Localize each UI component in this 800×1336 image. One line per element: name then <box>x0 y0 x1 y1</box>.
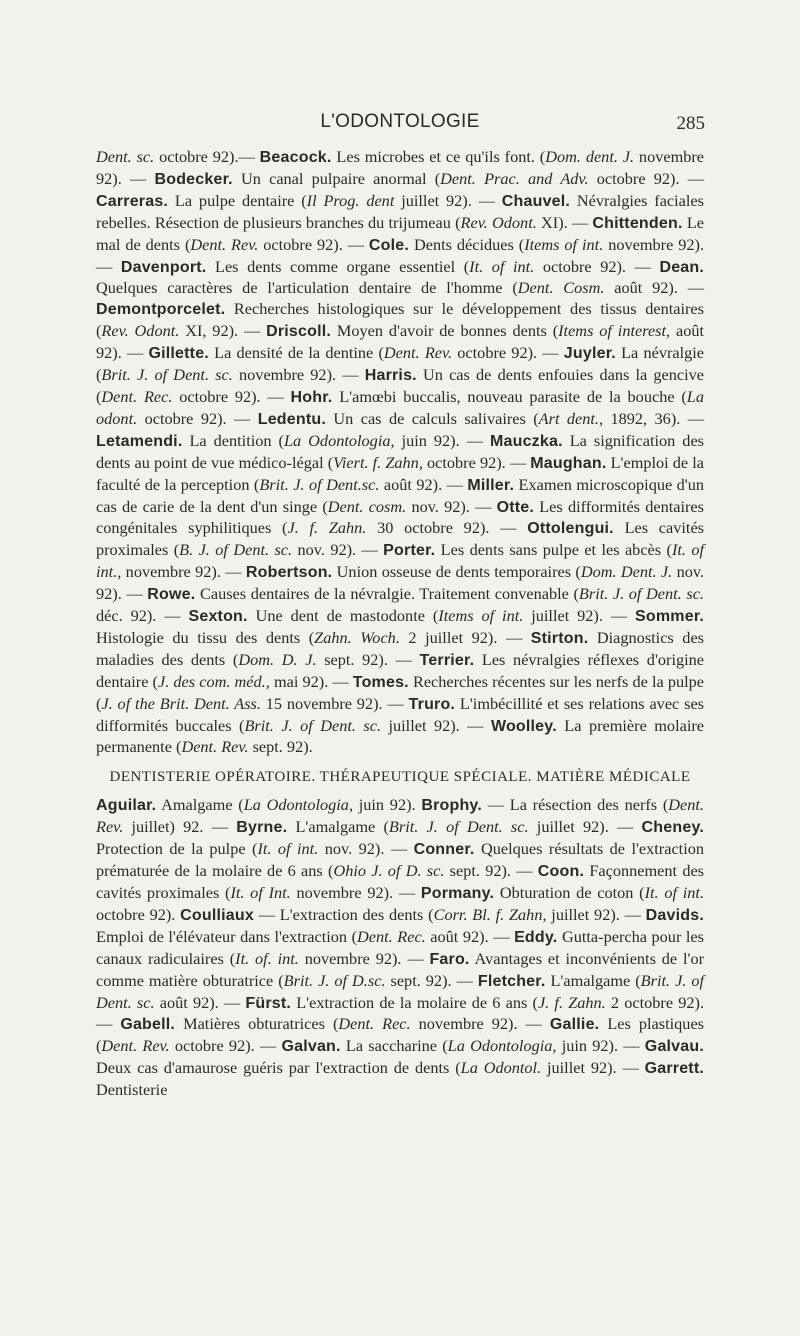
author-name: Faro. <box>429 950 470 968</box>
citation-date: juin 92). <box>394 430 460 450</box>
journal-source: Items of int. <box>438 606 524 626</box>
author-name: Byrne. <box>236 819 288 837</box>
journal-source: Dom. dent. J. <box>545 147 635 166</box>
author-name: Tomes. <box>352 673 409 691</box>
work-title: La saccharine ( <box>340 1036 448 1056</box>
entry-separator: — <box>254 1036 282 1056</box>
journal-source: Dent. Rev. <box>101 1036 170 1056</box>
journal-source: Dent. Rec. <box>338 1014 411 1034</box>
author-name: Conner. <box>413 841 475 859</box>
citation-date: octobre 92). <box>137 408 227 428</box>
journal-source: Ohio J. of D. sc. <box>333 861 445 881</box>
work-title: Avantages et inconvénients de l'or comme matière obturatrice ( <box>96 948 705 990</box>
author-name: Cheney. <box>641 819 705 837</box>
journal-source: Dent. Rev. <box>181 737 249 757</box>
author-name: Demontporcelet. <box>96 301 226 319</box>
bibliography-entry <box>156 606 603 625</box>
entry-separator: — <box>459 430 490 450</box>
citation-date: nov. 92). <box>406 496 470 516</box>
citation-date: novembre 92). <box>290 883 394 902</box>
work-title: La première molaire permanente ( <box>96 715 704 757</box>
author-name: Otte. <box>496 498 535 516</box>
work-title: Les dents sans pulpe et les abcès ( <box>435 540 672 560</box>
work-title: Un cas de calculs salivaires ( <box>326 408 539 428</box>
entry-separator: — <box>226 408 258 428</box>
journal-source: Brit. J. of Dent. sc. <box>388 817 529 837</box>
author-name: Robertson. <box>245 564 333 582</box>
journal-source: Rev. Odont. <box>101 321 180 341</box>
author-name: Fürst. <box>245 994 292 1012</box>
journal-source: It. of int. <box>644 883 705 902</box>
entry-separator: — <box>382 693 409 713</box>
work-title: Recherches récentes sur les nerfs de la pulpe ( <box>96 671 705 713</box>
work-title: La névralgie ( <box>96 343 705 385</box>
entry-separator: — <box>260 386 291 406</box>
citation-date: XI). <box>536 212 568 232</box>
journal-source: Viert. f. Zahn, <box>333 452 423 472</box>
citation-date: août 92). <box>154 992 219 1012</box>
work-title: Deux cas d'amaurose guéris par l'extraction de dents ( <box>96 1058 461 1078</box>
entry-separator: — <box>96 256 121 276</box>
entry-separator: — <box>677 278 704 298</box>
work-title: Dentisterie <box>96 1080 168 1100</box>
author-name: Brophy. <box>421 797 482 815</box>
journal-source: Art dent., <box>538 408 604 428</box>
author-name: Garrett. <box>644 1060 705 1078</box>
citation-date: octobre 92). <box>452 343 538 363</box>
citation-date: novembre 92). <box>603 234 705 254</box>
entry-separator: — <box>619 904 646 924</box>
work-title: L'amalgame ( <box>287 817 389 837</box>
journal-source: It. of Int. <box>230 883 291 902</box>
entry-separator: — <box>680 408 705 428</box>
entry-separator: — <box>342 234 369 254</box>
citation-date: octobre 92). <box>588 168 680 188</box>
citation-date: sept. 92). <box>385 970 452 990</box>
author-name: Sexton. <box>188 608 248 626</box>
work-title: La signification des dents au point de vue médico-légal ( <box>96 430 705 472</box>
citation-date: juillet 92). <box>528 817 609 837</box>
author-name: Coon. <box>537 863 585 881</box>
citation-date: novembre 92). <box>121 562 221 582</box>
citation-date: novembre 92). <box>410 1014 518 1034</box>
journal-source: Dent. Rev. <box>96 795 704 837</box>
entry-separator: — <box>220 562 246 582</box>
citation-date: sept. 92). <box>248 737 313 757</box>
work-title: Moyen d'avoir de bonnes dents ( <box>331 321 559 341</box>
citation-date: nov. 92). <box>292 540 357 560</box>
entry-separator: — <box>618 1036 645 1056</box>
citation-date: juin 92). <box>556 1036 619 1056</box>
work-title: Dents décidues ( <box>409 234 525 254</box>
entry-separator: — <box>96 1014 121 1034</box>
journal-source: Dent. Rev. <box>190 234 259 254</box>
author-name: Pormany. <box>420 885 495 902</box>
work-title: Causes dentaires de la névralgie. Traitement convenable ( <box>195 584 579 604</box>
journal-source: It. of int. <box>257 839 319 859</box>
author-name: Gillette. <box>148 345 209 363</box>
citation-date: 15 novembre 92). <box>260 693 383 713</box>
citation-date: octobre 92). <box>169 1036 255 1056</box>
journal-source: It. of int. <box>469 256 535 276</box>
journal-source: Il Prog. dent <box>306 190 395 210</box>
citation-date: XI, 92). <box>179 321 239 341</box>
work-title: L'imbécillité et ses relations avec ses difformités buccales ( <box>96 693 705 735</box>
entry-separator: — <box>537 343 564 363</box>
citation-date: 1892, 36). <box>603 408 681 428</box>
citation-date: nov. 92). <box>318 839 385 859</box>
citation-date: 2 juillet 92). <box>399 627 498 647</box>
work-title: Union osseuse de dents temporaires ( <box>332 562 581 582</box>
citation-date: août 92). <box>379 474 443 494</box>
entry-separator: — <box>517 1014 550 1034</box>
author-name: Terrier. <box>419 651 475 669</box>
work-title: Un cas de dents enfouies dans la gencive ( <box>96 365 705 406</box>
citation-date: sept. 92). <box>316 649 388 669</box>
entry-separator: — <box>511 861 538 881</box>
author-name: Juyler. <box>563 345 616 363</box>
author-name: Truro. <box>408 695 456 713</box>
citation-date: mai 92). <box>269 671 329 691</box>
entry-separator: — <box>679 168 705 188</box>
journal-source: Dom. D. J. <box>238 649 317 669</box>
work-title: Histologie du tissu des dents ( <box>96 627 315 647</box>
entry-separator: — <box>203 817 237 837</box>
work-title: Les difformités dentaires congénitales syphilitiques ( <box>96 496 704 538</box>
citation-date: octobre 92). <box>534 256 626 276</box>
bibliography-entry <box>122 343 537 362</box>
author-name: Porter. <box>383 542 436 560</box>
journal-source: Dent. sc. <box>96 147 155 166</box>
citation-date: juillet) 92. <box>123 817 204 837</box>
author-name: Aguilar. <box>96 797 157 815</box>
author-name: Letamendi. <box>96 432 183 450</box>
author-name: Gabell. <box>120 1016 176 1034</box>
citation-date: juillet 92). <box>541 1058 617 1078</box>
work-title: Matières obturatrices ( <box>175 1014 339 1034</box>
author-name: Coulliaux <box>180 906 254 924</box>
entry-separator: — <box>238 321 267 341</box>
author-name: Gallie. <box>549 1016 600 1034</box>
entry-separator: — <box>489 518 528 538</box>
entry-separator: — <box>488 926 515 946</box>
work-title: Recherches histologiques sur le développement des tissus dentaires ( <box>96 299 704 341</box>
author-name: Cole. <box>368 236 410 254</box>
citation-date: août 92). <box>425 926 489 946</box>
journal-source: J. des com. méd., <box>157 671 270 691</box>
bibliography-entry <box>122 169 680 188</box>
journal-source: Brit. J. of Dent. sc. <box>578 584 704 604</box>
work-title: L'amœbi buccalis, nouveau parasite de la bouche ( <box>332 386 687 406</box>
citation-date: octobre 92). <box>258 234 343 254</box>
author-name: Galvau. <box>644 1038 705 1056</box>
journal-source: Dent. cosm. <box>327 496 407 516</box>
bibliography-entry <box>204 817 609 836</box>
work-title: Quelques caractères de l'articulation dentaire de l'homme ( <box>96 278 518 298</box>
work-title: Les névralgies réflexes d'origine dentaire ( <box>96 649 704 691</box>
work-title: Le mal de dents ( <box>96 212 704 254</box>
work-title: Névralgies faciales rebelles. Résection de plusieurs branches du trijumeau ( <box>96 190 704 232</box>
entry-separator: — <box>469 496 497 516</box>
bibliography-entry <box>255 1036 618 1055</box>
entry-separator: — <box>626 256 660 276</box>
journal-source: Dom. Dent. J. <box>580 562 673 582</box>
work-title: La pulpe dentaire ( <box>168 190 307 210</box>
author-name: Driscoll. <box>266 323 332 341</box>
journal-source: Zahn. Woch. <box>314 627 400 647</box>
author-name: Galvan. <box>281 1038 341 1056</box>
entry-separator: — <box>471 190 502 210</box>
work-title: Protection de la pulpe ( <box>96 839 258 859</box>
bibliography-entry <box>96 257 626 276</box>
entry-separator: — <box>336 365 365 385</box>
work-title: L'extraction de la molaire de 6 ans ( <box>291 992 538 1012</box>
work-title: L'amalgame ( <box>545 970 641 990</box>
entry-separator: — <box>616 1058 645 1078</box>
citation-date: octobre 92). <box>422 452 506 472</box>
work-title: La densité de la dentine ( <box>208 343 384 363</box>
journal-source: Dent. Rec. <box>101 386 173 406</box>
citation-date: juin 92). <box>353 795 416 815</box>
entry-separator: — <box>384 839 414 859</box>
author-name: Rowe. <box>147 586 196 604</box>
entry-separator: — <box>156 606 189 626</box>
citation-date: 30 octobre 92). <box>366 518 490 538</box>
journal-source: Dent. Cosm. <box>517 278 605 298</box>
citation-date: nov. 92). <box>96 562 705 604</box>
author-name: Miller. <box>467 476 515 494</box>
entry-separator: — <box>505 452 531 472</box>
entry-separator: — <box>602 606 636 626</box>
bibliography-paragraph <box>96 795 704 1101</box>
text-block <box>96 147 704 1101</box>
journal-source: B. J. of Dent. sc. <box>179 540 293 560</box>
author-name: Ottolengui. <box>527 520 614 538</box>
work-title: Une dent de mastodonte ( <box>247 606 439 626</box>
author-name: Bodecker. <box>154 170 233 188</box>
work-title: Gutta-percha pour les canaux radiculaires ( <box>96 926 704 968</box>
journal-source: Brit. J. of Dent.sc. <box>259 474 380 494</box>
journal-source: J. of the Brit. Dent. Ass. <box>101 693 261 713</box>
work-title: Obturation de coton ( <box>494 883 645 902</box>
journal-source: La Odontologia, <box>447 1036 557 1056</box>
author-name: Mauczka. <box>489 432 563 450</box>
entry-separator: — <box>356 540 384 560</box>
journal-source: Brit. J. of Dent. sc. <box>96 970 705 1012</box>
work-title: Les microbes et ce qu'ils font. ( <box>331 147 546 166</box>
entry-separator: — <box>497 627 531 647</box>
bibliography-entry <box>343 235 704 254</box>
entry-separator: — <box>121 343 149 363</box>
citation-date: juillet 92). <box>394 190 472 210</box>
author-name: Davids. <box>645 906 704 924</box>
journal-source: J. f. Zahn. <box>537 992 606 1012</box>
journal-source: Dent. Rec. <box>357 926 426 946</box>
author-name: Davenport. <box>120 258 207 276</box>
work-title: Les plastiques ( <box>96 1014 705 1056</box>
work-title: L'emploi de la faculté de la perception ( <box>96 452 705 494</box>
entry-separator: — <box>121 168 155 188</box>
work-title: Façonnement des cavités proximales ( <box>96 861 705 902</box>
author-name: Carreras. <box>96 192 169 210</box>
author-name: Harris. <box>364 367 417 385</box>
citation-date: juillet 92). <box>523 606 603 626</box>
journal-source: J. f. Zahn. <box>287 518 367 538</box>
work-title: Emploi de l'élévateur dans l'extraction ( <box>96 926 357 946</box>
citation-date: novembre 92). <box>232 365 337 385</box>
journal-source: Dent. Rev. <box>383 343 453 363</box>
work-title: Amalgame ( <box>156 795 244 815</box>
citation-date: juillet 92). <box>381 715 460 735</box>
author-name: Fletcher. <box>477 972 546 990</box>
citation-date: août 92). <box>604 278 678 298</box>
author-name: Woolley. <box>490 717 557 735</box>
journal-source: La Odontol. <box>460 1058 542 1078</box>
citation-date: sept. 92). <box>444 861 511 881</box>
work-title: — L'extraction des dents ( <box>253 904 434 924</box>
citation-date: août 92). <box>96 321 705 363</box>
entry-separator: — <box>238 147 260 166</box>
work-title: Diagnostics des maladies des dents ( <box>96 627 705 669</box>
citation-date: octobre 92). <box>172 386 261 406</box>
citation-date: octobre 92). <box>96 904 176 924</box>
bibliography-entry <box>96 795 416 814</box>
author-name: Hohr. <box>290 388 333 406</box>
author-name: Beacock. <box>259 149 332 166</box>
author-name: Ledentu. <box>257 410 326 428</box>
author-name: Chauvel. <box>501 192 571 210</box>
work-title: Examen microscopique d'un cas de carie de la dent d'un singe ( <box>96 474 705 516</box>
entry-separator: — <box>442 474 468 494</box>
bibliography-entry <box>96 1014 518 1033</box>
work-title: Les dents comme organe essentiel ( <box>206 256 470 276</box>
journal-source: It. of int., <box>96 540 705 582</box>
journal-source: La Odontologia, <box>243 795 354 815</box>
work-title: Quelques résultats de l'extraction prématurée de la molaire de 6 ans ( <box>96 839 705 881</box>
journal-source: Brit. J. of D.sc. <box>283 970 386 990</box>
author-name: Dean. <box>659 258 705 276</box>
journal-source: Brit. J. of Dent. sc. <box>244 715 382 735</box>
entry-separator: — <box>451 970 478 990</box>
author-name: Sommer. <box>635 608 705 626</box>
journal-source: La odont. <box>96 386 704 428</box>
work-title: Un canal pulpaire anormal ( <box>232 168 441 188</box>
bibliography-entry <box>227 409 681 428</box>
journal-source: Items of int. <box>524 234 604 254</box>
entry-separator: — <box>387 649 420 669</box>
work-title: Les cavités proximales ( <box>96 518 705 560</box>
entry-separator: — <box>218 992 246 1012</box>
citation-date: déc. 92). <box>96 606 157 626</box>
section-heading: DENTISTERIE OPÉRATOIRE. THÉRAPEUTIQUE SPÉCIALE. MATIÈRE MÉDICALE <box>109 769 691 786</box>
citation-date: octobre 92). <box>154 147 239 166</box>
entry-separator: — <box>401 948 430 968</box>
journal-source: La Odontologia, <box>283 430 395 450</box>
work-title: La dentition ( <box>182 430 284 450</box>
entry-separator: — <box>328 671 353 691</box>
author-name: Eddy. <box>514 928 558 946</box>
work-title: — La résection des nerfs ( <box>482 795 669 815</box>
author-name: Maughan. <box>530 454 607 472</box>
journal-source: Rev. Odont. <box>460 212 537 232</box>
citation-date: juillet 92). <box>546 904 620 924</box>
journal-source: Dent. Prac. and Adv. <box>440 168 589 188</box>
page-number: 285 <box>676 113 705 134</box>
running-title: L'ODONTOLOGIE <box>320 111 480 132</box>
entry-separator: — <box>567 212 593 232</box>
citation-date: novembre 92). <box>96 147 705 188</box>
journal-source: It. of. int. <box>235 948 299 968</box>
citation-date: novembre 92). <box>298 948 402 968</box>
author-name: Chittenden. <box>592 214 683 232</box>
journal-source: Items of interest, <box>558 321 671 341</box>
entry-separator: — <box>393 883 421 902</box>
author-name: Stirton. <box>530 629 589 647</box>
bibliography-entry <box>219 993 704 1012</box>
entry-separator: — <box>608 817 642 837</box>
journal-source: Brit. J. of Dent. sc. <box>101 365 233 385</box>
entry-separator: — <box>121 584 148 604</box>
journal-source: Corr. Bl. f. Zahn, <box>433 904 547 924</box>
bibliography-entry <box>96 147 239 166</box>
entry-separator: — <box>459 715 491 735</box>
bibliography-entry <box>175 905 619 924</box>
bibliography-paragraph <box>96 147 704 758</box>
citation-date: 2 octobre 92). <box>605 992 705 1012</box>
page-header <box>95 111 705 141</box>
